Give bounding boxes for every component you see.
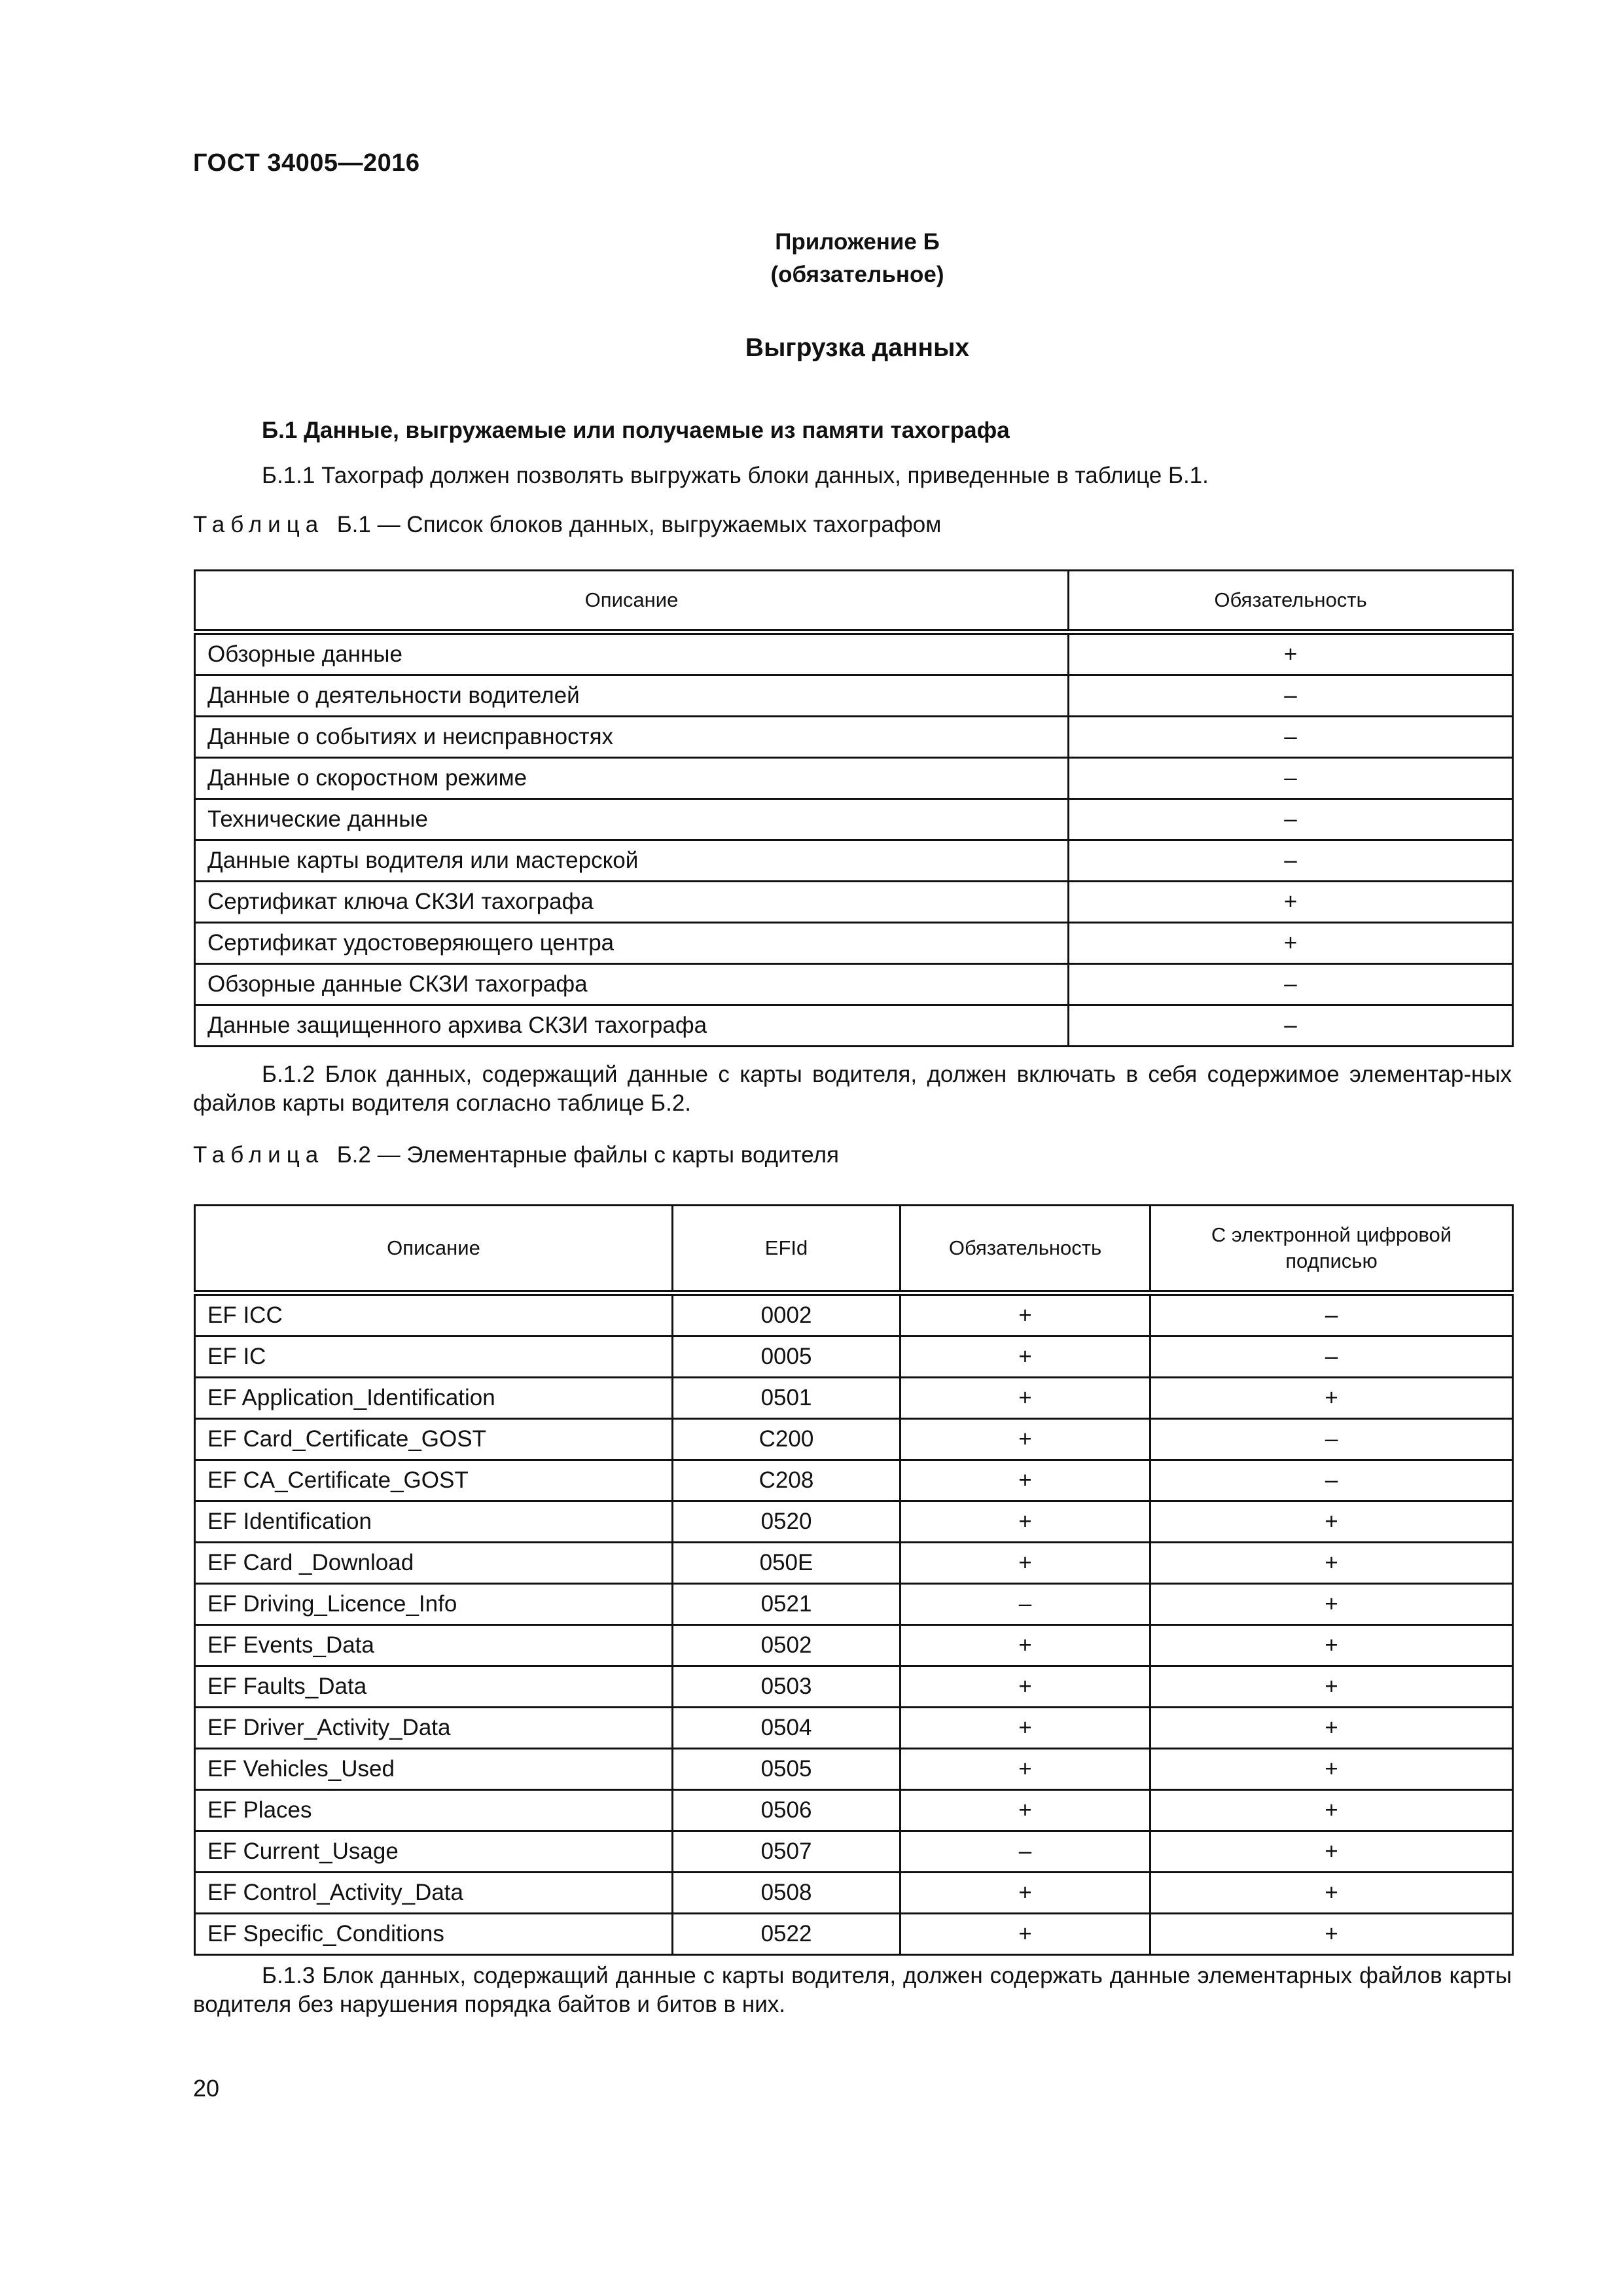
table2-cell-efid: 0005 [673, 1336, 901, 1378]
table-row [195, 1708, 1513, 1749]
table2-cell-mandatory: + [901, 1914, 1150, 1955]
table-row [195, 1666, 1513, 1708]
table2-cell-mandatory: + [901, 1378, 1150, 1419]
table2-cell-description: EF Current_Usage [195, 1831, 673, 1873]
table-row [195, 923, 1513, 964]
table2-cell-signature: + [1150, 1584, 1513, 1625]
table-row [195, 675, 1513, 717]
table1-cell-mandatory: – [1069, 964, 1513, 1005]
table1-cell-description: Данные о скоростном режиме [195, 758, 1069, 799]
table1-caption-text: Б.1 — Список блоков данных, выгружаемых тахографом [336, 512, 942, 537]
table-row [195, 840, 1513, 882]
table2-cell-mandatory: + [901, 1293, 1150, 1336]
table2-cell-description: EF Control_Activity_Data [195, 1873, 673, 1914]
paragraph-b-1-3-text: Б.1.3 Блок данных, содержащий данные с карты водителя, должен содержать данные элементарных файлов карты водителя без нарушения порядка байтов и битов в них. [193, 1963, 1512, 2017]
table2-cell-mandatory: + [901, 1749, 1150, 1790]
table2-cell-efid: 0503 [673, 1666, 901, 1708]
standard-designation: ГОСТ 34005—2016 [193, 149, 420, 177]
table-row [195, 632, 1513, 675]
paragraph-b-1-1-text: Б.1.1 Тахограф должен позволять выгружать блоки данных, приведенные в таблице Б.1. [262, 463, 1209, 488]
table2-cell-efid: 0520 [673, 1501, 901, 1543]
table2-cell-mandatory: + [901, 1419, 1150, 1460]
table2-cell-signature: + [1150, 1378, 1513, 1419]
table-row [195, 1790, 1513, 1831]
table2-cell-signature: + [1150, 1666, 1513, 1708]
table1-cell-description: Данные о деятельности водителей [195, 675, 1069, 717]
table1-cell-mandatory: + [1069, 632, 1513, 675]
table2-cell-signature: + [1150, 1873, 1513, 1914]
table-row [195, 1749, 1513, 1790]
table1-cell-mandatory: + [1069, 923, 1513, 964]
table1-cell-description: Технические данные [195, 799, 1069, 840]
table-row [195, 964, 1513, 1005]
table1-cell-mandatory: – [1069, 717, 1513, 758]
table2-cell-efid: 0522 [673, 1914, 901, 1955]
table2-cell-mandatory: + [901, 1336, 1150, 1378]
table-row [195, 717, 1513, 758]
table2-cell-description: EF Specific_Conditions [195, 1914, 673, 1955]
table2-cell-efid: 0505 [673, 1749, 901, 1790]
table2-cell-description: EF Places [195, 1790, 673, 1831]
table2-cell-signature: – [1150, 1419, 1513, 1460]
table-b2 [194, 1204, 1514, 1956]
table1-cell-mandatory: – [1069, 758, 1513, 799]
paragraph-b-1-2 [193, 1060, 1512, 1118]
table2-caption [193, 1142, 839, 1168]
table2-cell-signature: + [1150, 1543, 1513, 1584]
table2-cell-description: EF Card_Certificate_GOST [195, 1419, 673, 1460]
table2-caption-word: Таблица [193, 1142, 325, 1168]
table2-cell-mandatory: + [901, 1790, 1150, 1831]
table-row [195, 1336, 1513, 1378]
page-number: 20 [193, 2075, 220, 2102]
annex-label: Приложение Б [775, 229, 940, 255]
table1-caption-word: Таблица [193, 512, 325, 537]
table2-cell-efid: 0521 [673, 1584, 901, 1625]
table2-cell-mandatory: + [901, 1460, 1150, 1501]
table2-cell-description: EF Application_Identification [195, 1378, 673, 1419]
table1-cell-description: Данные защищенного архива СКЗИ тахографа [195, 1005, 1069, 1047]
table1-cell-description: Данные карты водителя или мастерской [195, 840, 1069, 882]
table1-cell-mandatory: – [1069, 675, 1513, 717]
table2-cell-description: EF Driver_Activity_Data [195, 1708, 673, 1749]
table2-cell-mandatory: + [901, 1666, 1150, 1708]
table2-cell-efid: 0508 [673, 1873, 901, 1914]
table2-cell-signature: – [1150, 1336, 1513, 1378]
table-row [195, 1831, 1513, 1873]
annex-label-block [0, 226, 1623, 291]
table2-cell-signature: + [1150, 1790, 1513, 1831]
table2-cell-signature: – [1150, 1293, 1513, 1336]
table2-cell-mandatory: + [901, 1543, 1150, 1584]
table2-header-description: Описание [195, 1206, 673, 1293]
table1-header-row [195, 571, 1513, 632]
table2-cell-efid: 0507 [673, 1831, 901, 1873]
table-row [195, 882, 1513, 923]
paragraph-b-1-1 [193, 461, 1512, 490]
table1-caption [193, 512, 941, 538]
table2-cell-efid: C200 [673, 1419, 901, 1460]
table-row [195, 1293, 1513, 1336]
table2-header-signature: С электронной цифровой подписью [1150, 1206, 1513, 1293]
table2-cell-description: EF ICC [195, 1293, 673, 1336]
table2-cell-signature: + [1150, 1914, 1513, 1955]
table1-cell-description: Обзорные данные [195, 632, 1069, 675]
table-row [195, 1378, 1513, 1419]
table-row [195, 1460, 1513, 1501]
table2-cell-mandatory: + [901, 1708, 1150, 1749]
table2-cell-efid: 0506 [673, 1790, 901, 1831]
table1-cell-description: Сертификат удостоверяющего центра [195, 923, 1069, 964]
table2-cell-signature: + [1150, 1708, 1513, 1749]
table-row [195, 1005, 1513, 1047]
table2-cell-efid: 0502 [673, 1625, 901, 1666]
table2-header-mandatory: Обязательность [901, 1206, 1150, 1293]
table1-cell-mandatory: – [1069, 840, 1513, 882]
table2-cell-description: EF IC [195, 1336, 673, 1378]
table-row [195, 758, 1513, 799]
table2-cell-signature: + [1150, 1749, 1513, 1790]
table2-cell-efid: 050E [673, 1543, 901, 1584]
table2-header-row [195, 1206, 1513, 1293]
table2-cell-description: EF Vehicles_Used [195, 1749, 673, 1790]
table2-cell-description: EF CA_Certificate_GOST [195, 1460, 673, 1501]
paragraph-b-1-3 [193, 1962, 1512, 2019]
table2-cell-description: EF Identification [195, 1501, 673, 1543]
table2-cell-description: EF Events_Data [195, 1625, 673, 1666]
table2-cell-signature: + [1150, 1501, 1513, 1543]
section-heading: Б.1 Данные, выгружаемые или получаемые из памяти тахографа [262, 418, 1010, 443]
table1-cell-description: Сертификат ключа СКЗИ тахографа [195, 882, 1069, 923]
table1-cell-description: Данные о событиях и неисправностях [195, 717, 1069, 758]
table2-cell-mandatory: + [901, 1501, 1150, 1543]
table2-cell-description: EF Faults_Data [195, 1666, 673, 1708]
table1-cell-mandatory: + [1069, 882, 1513, 923]
table1-cell-mandatory: – [1069, 799, 1513, 840]
paragraph-b-1-2-text: Б.1.2 Блок данных, содержащий данные с карты водителя, должен включать в себя содержимое элементар-ных файлов карты водителя согласно таблице Б.2. [193, 1062, 1512, 1116]
table-row [195, 799, 1513, 840]
table-row [195, 1584, 1513, 1625]
table2-cell-signature: + [1150, 1625, 1513, 1666]
table2-cell-mandatory: – [901, 1831, 1150, 1873]
table2-cell-mandatory: + [901, 1873, 1150, 1914]
table2-cell-efid: 0002 [673, 1293, 901, 1336]
table-row [195, 1873, 1513, 1914]
table2-cell-signature: – [1150, 1460, 1513, 1501]
table-row [195, 1501, 1513, 1543]
table-b1 [194, 569, 1514, 1047]
table1-cell-mandatory: – [1069, 1005, 1513, 1047]
table-row [195, 1625, 1513, 1666]
table2-cell-efid: C208 [673, 1460, 901, 1501]
table2-cell-efid: 0504 [673, 1708, 901, 1749]
table2-cell-signature: + [1150, 1831, 1513, 1873]
table1-cell-description: Обзорные данные СКЗИ тахографа [195, 964, 1069, 1005]
table2-header-efid: EFId [673, 1206, 901, 1293]
table-row [195, 1914, 1513, 1955]
table2-caption-text: Б.2 — Элементарные файлы с карты водителя [336, 1142, 839, 1168]
table2-cell-mandatory: – [901, 1584, 1150, 1625]
table1-header-description: Описание [195, 571, 1069, 632]
table-row [195, 1543, 1513, 1584]
annex-title: Выгрузка данных [745, 334, 970, 362]
table2-cell-description: EF Card _Download [195, 1543, 673, 1584]
table2-cell-description: EF Driving_Licence_Info [195, 1584, 673, 1625]
table-row [195, 1419, 1513, 1460]
annex-status: (обязательное) [770, 262, 944, 287]
table1-header-mandatory: Обязательность [1069, 571, 1513, 632]
table2-cell-efid: 0501 [673, 1378, 901, 1419]
table2-cell-mandatory: + [901, 1625, 1150, 1666]
